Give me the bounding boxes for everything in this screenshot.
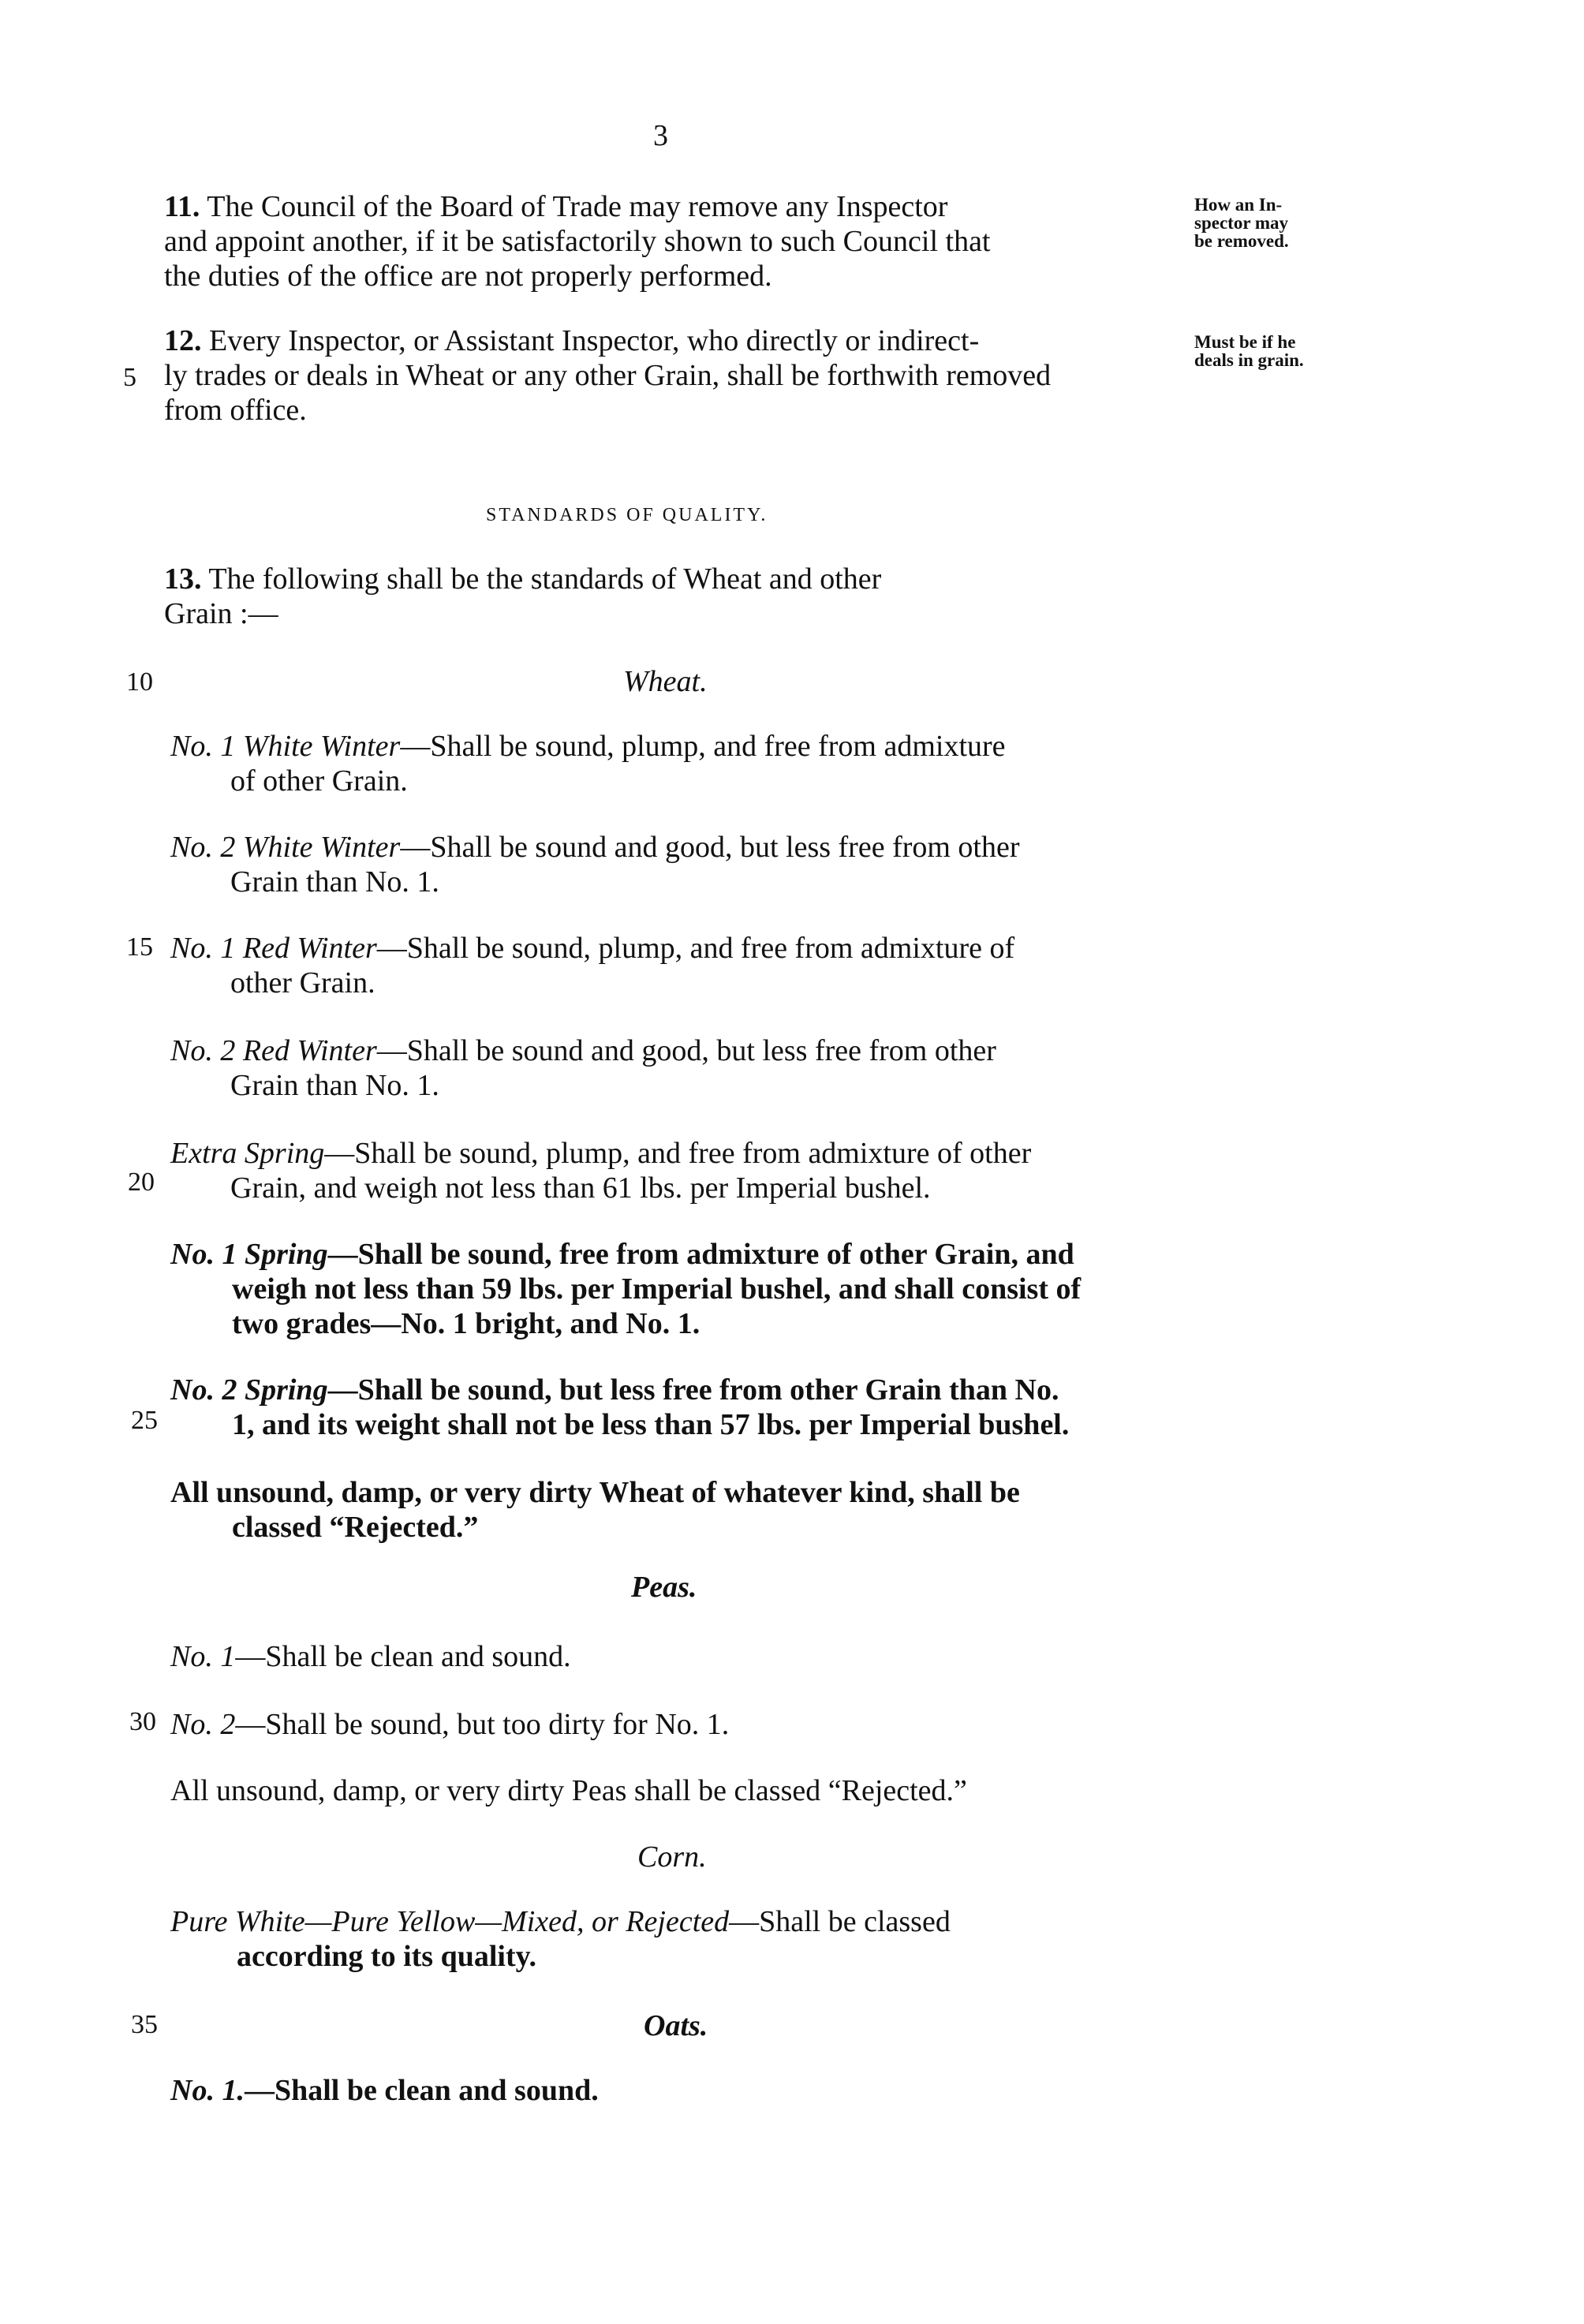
wheat-entry-3-label: No. 1 xyxy=(170,932,236,965)
section-13-line-2: Grain :— xyxy=(164,597,278,630)
section-11 xyxy=(164,189,991,293)
wheat-entry-4-line-2: Grain than No. 1. xyxy=(230,1069,439,1102)
wheat-entry-7-label: No. 2 xyxy=(170,1373,237,1407)
margin-note-12 xyxy=(1194,333,1304,369)
wheat-entry-5 xyxy=(170,1136,1031,1205)
line-number-20: 20 xyxy=(128,1168,155,1197)
wheat-entry-1-grade: White Winter xyxy=(242,730,401,763)
section-11-line-2: and appoint another, if it be satisfactorily shown to such Council that xyxy=(164,225,991,258)
wheat-entry-6-line-3: two grades—No. 1 bright, and No. 1. xyxy=(232,1307,700,1340)
line-number-35: 35 xyxy=(131,2010,158,2039)
wheat-entry-1-line-2: of other Grain. xyxy=(230,764,408,798)
corn-text: —Shall be classed xyxy=(729,1905,951,1938)
corn-line-2: according to its quality. xyxy=(237,1940,537,1973)
standards-of-quality-heading: STANDARDS OF QUALITY. xyxy=(486,505,768,525)
peas-rejected xyxy=(170,1773,967,1808)
section-12-line-2: ly trades or deals in Wheat or any other Grain, shall be forthwith removed xyxy=(164,359,1052,392)
line-number-30: 30 xyxy=(129,1707,156,1736)
peas-rejected-text: All unsound, damp, or very dirty Peas shall be classed “Rejected.” xyxy=(170,1774,967,1807)
wheat-entry-3-text: —Shall be sound, plump, and free from admixture of xyxy=(376,932,1015,965)
wheat-entry-4-label: No. 2 xyxy=(170,1034,236,1067)
wheat-entry-7-text: —Shall be sound, but less free from other Grain than No. xyxy=(327,1373,1059,1407)
oats-no-1-label: No. 1. xyxy=(170,2074,245,2107)
section-11-number: 11. xyxy=(164,190,200,223)
line-number-5: 5 xyxy=(123,363,136,392)
corn-entry xyxy=(170,1904,951,1974)
wheat-entry-6-line-2: weigh not less than 59 lbs. per Imperial bushel, and shall consist of xyxy=(232,1272,1082,1306)
corn-heading: Corn. xyxy=(637,1840,707,1874)
wheat-entry-2 xyxy=(170,830,1020,899)
wheat-entry-4-grade: Red Winter xyxy=(242,1034,377,1067)
section-12 xyxy=(164,323,1051,428)
wheat-entry-5-grade: Extra Spring xyxy=(170,1137,325,1170)
wheat-entry-2-line-2: Grain than No. 1. xyxy=(230,865,439,899)
section-11-line-1: The Council of the Board of Trade may remove any Inspector xyxy=(207,190,948,223)
wheat-rejected-line-2: classed “Rejected.” xyxy=(232,1511,479,1544)
section-12-number: 12. xyxy=(164,324,202,357)
peas-no-1 xyxy=(170,1639,571,1674)
oats-no-1-text: —Shall be clean and sound. xyxy=(244,2074,599,2107)
wheat-heading: Wheat. xyxy=(623,665,708,698)
wheat-entry-6 xyxy=(170,1237,1081,1341)
peas-no-1-text: —Shall be clean and sound. xyxy=(235,1640,571,1673)
section-13 xyxy=(164,562,881,631)
peas-no-2 xyxy=(170,1707,729,1742)
margin-note-11-line-1: How an In- xyxy=(1194,195,1283,215)
section-12-line-3: from office. xyxy=(164,394,307,427)
section-13-line-1: The following shall be the standards of Wheat and other xyxy=(208,562,882,596)
margin-note-12-line-2: deals in grain. xyxy=(1194,350,1304,370)
wheat-entry-2-text: —Shall be sound and good, but less free from other xyxy=(400,831,1020,864)
peas-no-1-label: No. 1 xyxy=(170,1640,236,1673)
wheat-entry-5-text: —Shall be sound, plump, and free from admixture of other xyxy=(324,1137,1032,1170)
wheat-rejected-line-1: All unsound, damp, or very dirty Wheat of whatever kind, shall be xyxy=(170,1476,1020,1509)
wheat-entry-5-line-2: Grain, and weigh not less than 61 lbs. per Imperial bushel. xyxy=(230,1171,931,1205)
margin-note-11-line-3: be removed. xyxy=(1194,231,1289,251)
wheat-entry-3-grade: Red Winter xyxy=(242,932,377,965)
peas-heading: Peas. xyxy=(631,1571,697,1604)
peas-no-2-text: —Shall be sound, but too dirty for No. 1. xyxy=(235,1708,730,1741)
wheat-entry-4 xyxy=(170,1033,996,1103)
wheat-entry-2-grade: White Winter xyxy=(242,831,401,864)
wheat-entry-7 xyxy=(170,1373,1069,1442)
line-number-15: 15 xyxy=(126,932,153,962)
page-number: 3 xyxy=(653,119,668,152)
wheat-entry-7-grade: Spring xyxy=(244,1373,328,1407)
section-11-line-3: the duties of the office are not properly performed. xyxy=(164,260,772,293)
section-13-number: 13. xyxy=(164,562,202,596)
oats-heading: Oats. xyxy=(644,2009,708,2042)
wheat-entry-6-grade: Spring xyxy=(244,1238,328,1271)
wheat-entry-4-text: —Shall be sound and good, but less free from other xyxy=(376,1034,996,1067)
corn-grades: Pure White—Pure Yellow—Mixed, or Rejected xyxy=(170,1905,730,1938)
wheat-entry-6-label: No. 1 xyxy=(170,1238,237,1271)
section-12-line-1: Every Inspector, or Assistant Inspector, who directly or indirect- xyxy=(209,324,980,357)
margin-note-11 xyxy=(1194,196,1289,250)
wheat-entry-1-label: No. 1 xyxy=(170,730,236,763)
wheat-entry-2-label: No. 2 xyxy=(170,831,236,864)
wheat-entry-6-text: —Shall be sound, free from admixture of other Grain, and xyxy=(327,1238,1074,1271)
wheat-entry-7-line-2: 1, and its weight shall not be less than 57 lbs. per Imperial bushel. xyxy=(232,1408,1070,1441)
wheat-rejected xyxy=(170,1475,1020,1545)
wheat-entry-3 xyxy=(170,931,1014,1000)
peas-no-2-label: No. 2 xyxy=(170,1708,236,1741)
margin-note-11-line-2: spector may xyxy=(1194,213,1289,233)
wheat-entry-3-line-2: other Grain. xyxy=(230,966,375,999)
wheat-entry-1-text: —Shall be sound, plump, and free from admixture xyxy=(400,730,1006,763)
margin-note-12-line-1: Must be if he xyxy=(1194,332,1296,352)
wheat-entry-1 xyxy=(170,729,1006,798)
line-number-25: 25 xyxy=(131,1406,158,1435)
oats-no-1 xyxy=(170,2073,599,2108)
line-number-10: 10 xyxy=(126,667,153,697)
